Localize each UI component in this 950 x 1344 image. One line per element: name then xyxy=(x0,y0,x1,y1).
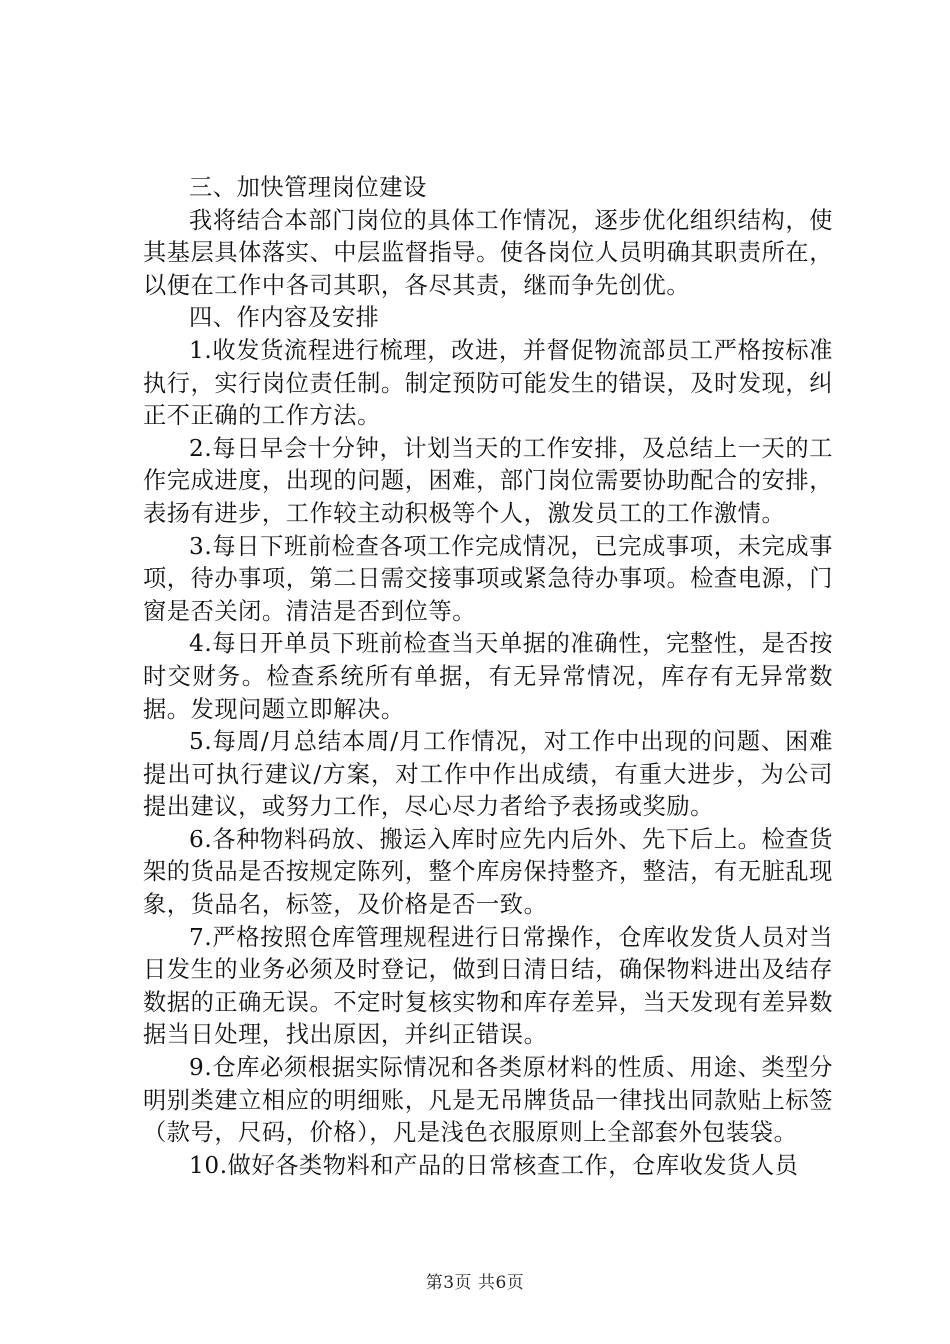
section-heading-4: 四、作内容及安排 xyxy=(189,304,380,332)
list-item-3: 3.每日下班前检查各项工作完成情况，已完成事项，未完成事项，待办事项，第二日需交接事项或紧急待办事项。检查电源，门窗是否关闭。清洁是否到位等。 xyxy=(143,532,833,625)
document-body xyxy=(143,172,833,1182)
paragraph-org-structure: 我将结合本部门岗位的具体工作情况，逐步优化组织结构，使其基层具体落实、中层监督指导。使各岗位人员明确其职责所在，以便在工作中各司其职，各尽其责，继而争先创优。 xyxy=(143,206,833,299)
list-item-10: 10.做好各类物料和产品的日常核查工作，仓库收发货人员 xyxy=(189,1151,799,1179)
list-item-5: 5.每周/月总结本周/月工作情况，对工作中出现的问题、困难提出可执行建议/方案，对工作中作出成绩，有重大进步，为公司提出建议，或努力工作，尽心尽力者给予表扬或奖励。 xyxy=(143,728,833,821)
list-item-6: 6.各种物料码放、搬运入库时应先内后外、先下后上。检查货架的货品是否按规定陈列，整个库房保持整齐，整洁，有无脏乱现象，货品名，标签，及价格是否一致。 xyxy=(143,825,833,919)
list-item-2: 2.每日早会十分钟，计划当天的工作安排，及总结上一天的工作完成进度，出现的问题，困难，部门岗位需要协助配合的安排，表扬有进步，工作较主动积极等个人，激发员工的工作激情。 xyxy=(143,434,833,527)
section-heading-3: 三、加快管理岗位建设 xyxy=(189,174,427,201)
list-item-1: 1.收发货流程进行梳理，改进，并督促物流部员工严格按标准执行，实行岗位责任制。制定预防可能发生的错误，及时发现，纠正不正确的工作方法。 xyxy=(143,336,833,430)
list-item-9: 9.仓库必须根据实际情况和各类原材料的性质、用途、类型分明别类建立相应的明细账，凡是无吊牌货品一律找出同款贴上标签（款号，尺码，价格），凡是浅色衣服原则上全部套外包装袋。 xyxy=(143,1054,833,1147)
list-item-4: 4.每日开单员下班前检查当天单据的准确性，完整性，是否按时交财务。检查系统所有单据，有无异常情况，库存有无异常数据。发现问题立即解决。 xyxy=(143,630,833,723)
page-number-footer: 第3页 共6页 xyxy=(425,1273,525,1293)
list-item-7: 7.严格按照仓库管理规程进行日常操作，仓库收发货人员对当日发生的业务必须及时登记，做到日清日结，确保物料进出及结存数据的正确无误。不定时复核实物和库存差异，当天发现有差异数据当日处理，找出原因，并纠正错误。 xyxy=(143,923,833,1049)
